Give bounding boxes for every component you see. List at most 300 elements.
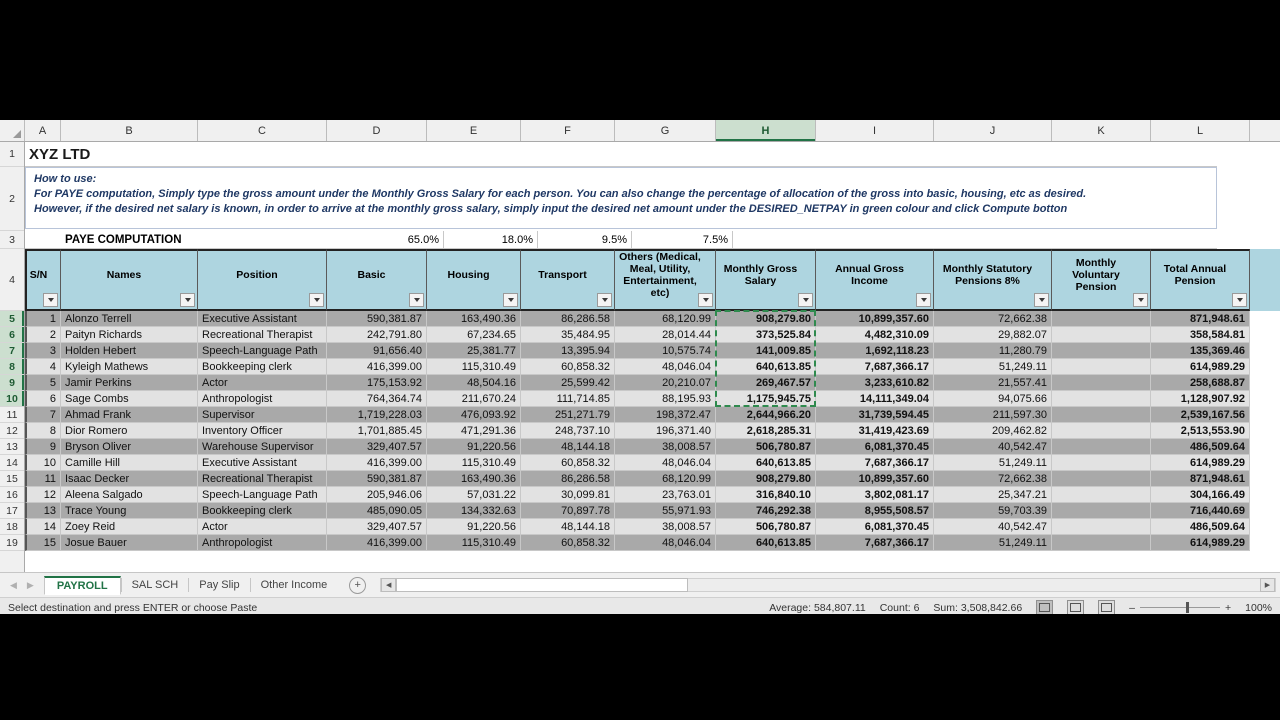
filter-dropdown-icon[interactable] bbox=[597, 293, 612, 307]
cell-others[interactable]: 68,120.99 bbox=[615, 311, 716, 327]
cell-position[interactable]: Executive Assistant bbox=[198, 455, 327, 471]
cell-sn[interactable]: 5 bbox=[25, 375, 61, 391]
cell-sn[interactable]: 2 bbox=[25, 327, 61, 343]
cell-annual_gross[interactable]: 7,687,366.17 bbox=[816, 359, 934, 375]
filter-dropdown-icon[interactable] bbox=[1034, 293, 1049, 307]
cell-annual_gross[interactable]: 1,692,118.23 bbox=[816, 343, 934, 359]
table-row[interactable] bbox=[25, 327, 1280, 343]
cell-position[interactable]: Actor bbox=[198, 375, 327, 391]
cell-stat_pension[interactable]: 29,882.07 bbox=[934, 327, 1052, 343]
cell-name[interactable]: Alonzo Terrell bbox=[61, 311, 198, 327]
cell-housing[interactable]: 25,381.77 bbox=[427, 343, 521, 359]
cell-stat_pension[interactable]: 40,542.47 bbox=[934, 439, 1052, 455]
cell-basic[interactable]: 1,719,228.03 bbox=[327, 407, 427, 423]
cell-basic[interactable]: 590,381.87 bbox=[327, 311, 427, 327]
cell-annual_gross[interactable]: 3,802,081.17 bbox=[816, 487, 934, 503]
filter-dropdown-icon[interactable] bbox=[916, 293, 931, 307]
cell-stat_pension[interactable]: 211,597.30 bbox=[934, 407, 1052, 423]
cell-name[interactable]: Dior Romero bbox=[61, 423, 198, 439]
cell-sn[interactable]: 13 bbox=[25, 503, 61, 519]
sheet-tab-payroll[interactable]: PAYROLL bbox=[44, 576, 121, 595]
column-header-a[interactable]: A bbox=[25, 120, 61, 141]
table-body bbox=[25, 311, 1280, 551]
table-row[interactable] bbox=[25, 407, 1280, 423]
select-all-corner[interactable] bbox=[0, 120, 25, 141]
cell-housing[interactable]: 115,310.49 bbox=[427, 455, 521, 471]
table-row[interactable] bbox=[25, 423, 1280, 439]
cell-position[interactable]: Recreational Therapist bbox=[198, 471, 327, 487]
cell-basic[interactable]: 242,791.80 bbox=[327, 327, 427, 343]
col-header-4 bbox=[427, 249, 521, 311]
cell-monthly_gross[interactable]: 908,279.80 bbox=[716, 311, 816, 327]
cell-vol_pension[interactable] bbox=[1052, 439, 1151, 455]
table-row[interactable] bbox=[25, 471, 1280, 487]
cell-vol_pension[interactable] bbox=[1052, 327, 1151, 343]
cell-position[interactable]: Actor bbox=[198, 519, 327, 535]
row-header-18[interactable]: 18 bbox=[0, 519, 24, 535]
cell-vol_pension[interactable] bbox=[1052, 471, 1151, 487]
cell-monthly_gross[interactable]: 908,279.80 bbox=[716, 471, 816, 487]
cell-others[interactable]: 88,195.93 bbox=[615, 391, 716, 407]
cell-stat_pension[interactable]: 51,249.11 bbox=[934, 359, 1052, 375]
row-header-17[interactable]: 17 bbox=[0, 503, 24, 519]
cell-total_annual_pension[interactable]: 871,948.61 bbox=[1151, 311, 1250, 327]
zoom-level: 100% bbox=[1245, 601, 1272, 614]
cell-housing[interactable]: 115,310.49 bbox=[427, 359, 521, 375]
filter-dropdown-icon[interactable] bbox=[309, 293, 324, 307]
page-break-view-button[interactable] bbox=[1098, 600, 1115, 614]
cell-sn[interactable]: 1 bbox=[25, 311, 61, 327]
column-header-i[interactable]: I bbox=[816, 120, 934, 141]
grid-area bbox=[0, 142, 1280, 572]
cell-basic[interactable]: 91,656.40 bbox=[327, 343, 427, 359]
col-header-5 bbox=[521, 249, 615, 311]
cell-total_annual_pension[interactable]: 486,509.64 bbox=[1151, 439, 1250, 455]
cell-transport[interactable]: 48,144.18 bbox=[521, 439, 615, 455]
cell-stat_pension[interactable]: 25,347.21 bbox=[934, 487, 1052, 503]
cell-monthly_gross[interactable]: 2,618,285.31 bbox=[716, 423, 816, 439]
cell-annual_gross[interactable]: 8,955,508.57 bbox=[816, 503, 934, 519]
cell-transport[interactable]: 248,737.10 bbox=[521, 423, 615, 439]
cell-basic[interactable]: 175,153.92 bbox=[327, 375, 427, 391]
cell-name[interactable]: Ahmad Frank bbox=[61, 407, 198, 423]
col-header-label: Monthly Voluntary Pension bbox=[1072, 257, 1120, 293]
col-header-3 bbox=[327, 249, 427, 311]
column-header-c[interactable]: C bbox=[198, 120, 327, 141]
row-header-14[interactable]: 14 bbox=[0, 455, 24, 471]
cell-others[interactable]: 198,372.47 bbox=[615, 407, 716, 423]
next-sheet-icon[interactable]: ▶ bbox=[26, 579, 34, 590]
cell-annual_gross[interactable]: 7,687,366.17 bbox=[816, 535, 934, 551]
cell-stat_pension[interactable]: 51,249.11 bbox=[934, 535, 1052, 551]
cell-vol_pension[interactable] bbox=[1052, 423, 1151, 439]
row-header-9[interactable]: 9 bbox=[0, 375, 24, 391]
scroll-left-icon[interactable]: ◀ bbox=[381, 578, 396, 592]
row-header-1[interactable]: 1 bbox=[0, 142, 24, 167]
cell-position[interactable]: Anthropologist bbox=[198, 535, 327, 551]
table-row[interactable] bbox=[25, 535, 1280, 551]
cell-others[interactable]: 48,046.04 bbox=[615, 455, 716, 471]
row-header-3[interactable]: 3 bbox=[0, 231, 24, 249]
column-header-l[interactable]: L bbox=[1151, 120, 1250, 141]
page-title: XYZ LTD bbox=[25, 142, 1217, 167]
cell-monthly_gross[interactable]: 1,175,945.75 bbox=[716, 391, 816, 407]
cell-housing[interactable]: 91,220.56 bbox=[427, 439, 521, 455]
col-header-2 bbox=[198, 249, 327, 311]
worksheet[interactable] bbox=[25, 142, 1280, 572]
cell-total_annual_pension[interactable]: 614,989.29 bbox=[1151, 455, 1250, 471]
table-row[interactable] bbox=[25, 391, 1280, 407]
col-header-label: Monthly Gross Salary bbox=[723, 263, 798, 287]
cell-position[interactable]: Inventory Officer bbox=[198, 423, 327, 439]
sheet-row-2 bbox=[25, 167, 1280, 231]
col-header-7 bbox=[716, 249, 816, 311]
cell-annual_gross[interactable]: 31,739,594.45 bbox=[816, 407, 934, 423]
zoom-knob[interactable] bbox=[1186, 602, 1189, 613]
sheet-nav-arrows[interactable] bbox=[6, 580, 34, 591]
cell-sn[interactable]: 4 bbox=[25, 359, 61, 375]
filter-dropdown-icon[interactable] bbox=[43, 293, 58, 307]
row-header-13[interactable]: 13 bbox=[0, 439, 24, 455]
cell-basic[interactable]: 416,399.00 bbox=[327, 359, 427, 375]
filter-dropdown-icon[interactable] bbox=[1232, 293, 1247, 307]
cell-name[interactable]: Sage Combs bbox=[61, 391, 198, 407]
col-header-11 bbox=[1151, 249, 1250, 311]
cell-transport[interactable]: 86,286.58 bbox=[521, 311, 615, 327]
cell-vol_pension[interactable] bbox=[1052, 311, 1151, 327]
cell-sn[interactable]: 9 bbox=[25, 439, 61, 455]
cell-vol_pension[interactable] bbox=[1052, 487, 1151, 503]
cell-sn[interactable]: 12 bbox=[25, 487, 61, 503]
cell-monthly_gross[interactable]: 316,840.10 bbox=[716, 487, 816, 503]
row-header-19[interactable]: 19 bbox=[0, 535, 24, 551]
cell-others[interactable]: 48,046.04 bbox=[615, 359, 716, 375]
cell-monthly_gross[interactable]: 746,292.38 bbox=[716, 503, 816, 519]
cell-vol_pension[interactable] bbox=[1052, 343, 1151, 359]
table-row[interactable] bbox=[25, 375, 1280, 391]
cell-vol_pension[interactable] bbox=[1052, 503, 1151, 519]
cell-stat_pension[interactable]: 72,662.38 bbox=[934, 471, 1052, 487]
cell-transport[interactable]: 60,858.32 bbox=[521, 359, 615, 375]
col-header-8 bbox=[816, 249, 934, 311]
cell-name[interactable]: Zoey Reid bbox=[61, 519, 198, 535]
cell-transport[interactable]: 86,286.58 bbox=[521, 471, 615, 487]
cell-housing[interactable]: 163,490.36 bbox=[427, 311, 521, 327]
cell-annual_gross[interactable]: 10,899,357.60 bbox=[816, 311, 934, 327]
col-header-label: Basic bbox=[357, 269, 386, 281]
cell-transport[interactable]: 60,858.32 bbox=[521, 455, 615, 471]
cell-vol_pension[interactable] bbox=[1052, 407, 1151, 423]
cell-sn[interactable]: 3 bbox=[25, 343, 61, 359]
cell-stat_pension[interactable]: 72,662.38 bbox=[934, 311, 1052, 327]
cell-vol_pension[interactable] bbox=[1052, 375, 1151, 391]
cell-total_annual_pension[interactable]: 2,539,167.56 bbox=[1151, 407, 1250, 423]
cell-housing[interactable]: 115,310.49 bbox=[427, 535, 521, 551]
cell-total_annual_pension[interactable]: 614,989.29 bbox=[1151, 359, 1250, 375]
cell-name[interactable]: Bryson Oliver bbox=[61, 439, 198, 455]
cell-housing[interactable]: 91,220.56 bbox=[427, 519, 521, 535]
col-header-label: Housing bbox=[447, 269, 490, 281]
cell-sn[interactable]: 6 bbox=[25, 391, 61, 407]
add-sheet-button[interactable]: + bbox=[349, 577, 366, 594]
row-header-10[interactable]: 10 bbox=[0, 391, 24, 407]
row-header-7[interactable]: 7 bbox=[0, 343, 24, 359]
sheet-tab-other-income[interactable]: Other Income bbox=[260, 579, 328, 591]
cell-monthly_gross[interactable]: 269,467.57 bbox=[716, 375, 816, 391]
filter-dropdown-icon[interactable] bbox=[180, 293, 195, 307]
prev-sheet-icon[interactable]: ◀ bbox=[10, 579, 17, 590]
zoom-track[interactable] bbox=[1140, 607, 1220, 608]
cell-housing[interactable]: 57,031.22 bbox=[427, 487, 521, 503]
cell-sn[interactable]: 11 bbox=[25, 471, 61, 487]
cell-annual_gross[interactable]: 4,482,310.09 bbox=[816, 327, 934, 343]
cell-housing[interactable]: 211,670.24 bbox=[427, 391, 521, 407]
cell-transport[interactable]: 60,858.32 bbox=[521, 535, 615, 551]
cell-annual_gross[interactable]: 3,233,610.82 bbox=[816, 375, 934, 391]
cell-monthly_gross[interactable]: 506,780.87 bbox=[716, 519, 816, 535]
table-row[interactable] bbox=[25, 519, 1280, 535]
pct-blank bbox=[733, 231, 1217, 249]
cell-basic[interactable]: 329,407.57 bbox=[327, 439, 427, 455]
table-row[interactable] bbox=[25, 503, 1280, 519]
cell-transport[interactable]: 251,271.79 bbox=[521, 407, 615, 423]
cell-basic[interactable]: 1,701,885.45 bbox=[327, 423, 427, 439]
cell-sn[interactable]: 10 bbox=[25, 455, 61, 471]
cell-total_annual_pension[interactable]: 258,688.87 bbox=[1151, 375, 1250, 391]
filter-dropdown-icon[interactable] bbox=[1133, 293, 1148, 307]
cell-stat_pension[interactable]: 40,542.47 bbox=[934, 519, 1052, 535]
cell-sn[interactable]: 15 bbox=[25, 535, 61, 551]
cell-position[interactable]: Executive Assistant bbox=[198, 311, 327, 327]
col-header-1 bbox=[61, 249, 198, 311]
table-row[interactable] bbox=[25, 311, 1280, 327]
cell-name[interactable]: Kyleigh Mathews bbox=[61, 359, 198, 375]
sheet-tab-sal-sch[interactable]: SAL SCH bbox=[131, 579, 179, 591]
cell-transport[interactable]: 70,897.78 bbox=[521, 503, 615, 519]
row-header-5[interactable]: 5 bbox=[0, 311, 24, 327]
row-header-8[interactable]: 8 bbox=[0, 359, 24, 375]
cell-others[interactable]: 48,046.04 bbox=[615, 535, 716, 551]
cell-basic[interactable]: 590,381.87 bbox=[327, 471, 427, 487]
cell-basic[interactable]: 764,364.74 bbox=[327, 391, 427, 407]
cell-transport[interactable]: 30,099.81 bbox=[521, 487, 615, 503]
col-header-label: Annual Gross Income bbox=[835, 263, 904, 287]
cell-transport[interactable]: 35,484.95 bbox=[521, 327, 615, 343]
cell-vol_pension[interactable] bbox=[1052, 535, 1151, 551]
zoom-in-button[interactable]: + bbox=[1225, 601, 1232, 614]
row-header-12[interactable]: 12 bbox=[0, 423, 24, 439]
cell-stat_pension[interactable]: 59,703.39 bbox=[934, 503, 1052, 519]
cell-monthly_gross[interactable]: 141,009.85 bbox=[716, 343, 816, 359]
row-header-15[interactable]: 15 bbox=[0, 471, 24, 487]
table-row[interactable] bbox=[25, 439, 1280, 455]
pct-basic: 65.0% bbox=[344, 231, 444, 249]
cell-annual_gross[interactable]: 31,419,423.69 bbox=[816, 423, 934, 439]
cell-vol_pension[interactable] bbox=[1052, 455, 1151, 471]
cell-name[interactable]: Holden Hebert bbox=[61, 343, 198, 359]
cell-sn[interactable]: 7 bbox=[25, 407, 61, 423]
cell-sn[interactable]: 8 bbox=[25, 423, 61, 439]
cell-transport[interactable]: 13,395.94 bbox=[521, 343, 615, 359]
column-header-bar[interactable] bbox=[0, 120, 1280, 142]
status-average: Average: 584,807.11 bbox=[769, 601, 866, 614]
cell-monthly_gross[interactable]: 2,644,966.20 bbox=[716, 407, 816, 423]
cell-total_annual_pension[interactable]: 304,166.49 bbox=[1151, 487, 1250, 503]
cell-position[interactable]: Speech-Language Path bbox=[198, 487, 327, 503]
cell-name[interactable]: Isaac Decker bbox=[61, 471, 198, 487]
table-row[interactable] bbox=[25, 359, 1280, 375]
cell-basic[interactable]: 485,090.05 bbox=[327, 503, 427, 519]
section-title: PAYE COMPUTATION bbox=[61, 231, 344, 249]
sheet-tab-pay-slip[interactable]: Pay Slip bbox=[199, 579, 240, 591]
filter-dropdown-icon[interactable] bbox=[798, 293, 813, 307]
pct-others: 7.5% bbox=[632, 231, 733, 249]
cell-housing[interactable]: 163,490.36 bbox=[427, 471, 521, 487]
cell-name[interactable]: Jamir Perkins bbox=[61, 375, 198, 391]
column-header-j[interactable]: J bbox=[934, 120, 1052, 141]
cell-basic[interactable]: 416,399.00 bbox=[327, 535, 427, 551]
cell-monthly_gross[interactable]: 506,780.87 bbox=[716, 439, 816, 455]
cell-position[interactable]: Warehouse Supervisor bbox=[198, 439, 327, 455]
row-header-6[interactable]: 6 bbox=[0, 327, 24, 343]
cell-housing[interactable]: 471,291.36 bbox=[427, 423, 521, 439]
cell-transport[interactable]: 111,714.85 bbox=[521, 391, 615, 407]
cell-vol_pension[interactable] bbox=[1052, 359, 1151, 375]
select-all-triangle-icon bbox=[13, 130, 21, 138]
column-header-f[interactable]: F bbox=[521, 120, 615, 141]
filter-dropdown-icon[interactable] bbox=[698, 293, 713, 307]
column-header-g[interactable]: G bbox=[615, 120, 716, 141]
table-row[interactable] bbox=[25, 455, 1280, 471]
status-sum: Sum: 3,508,842.66 bbox=[933, 601, 1023, 614]
cell-transport[interactable]: 25,599.42 bbox=[521, 375, 615, 391]
cell-position[interactable]: Speech-Language Path bbox=[198, 343, 327, 359]
cell-housing[interactable]: 67,234.65 bbox=[427, 327, 521, 343]
cell-others[interactable]: 38,008.57 bbox=[615, 439, 716, 455]
col-header-label: Others (Medical, Meal, Utility, Entertainment, etc) bbox=[619, 251, 701, 299]
cell-stat_pension[interactable]: 11,280.79 bbox=[934, 343, 1052, 359]
cell-others[interactable]: 55,971.93 bbox=[615, 503, 716, 519]
cell-stat_pension[interactable]: 51,249.11 bbox=[934, 455, 1052, 471]
cell-others[interactable]: 68,120.99 bbox=[615, 471, 716, 487]
cell-name[interactable]: Camille Hill bbox=[61, 455, 198, 471]
cell-total_annual_pension[interactable]: 1,128,907.92 bbox=[1151, 391, 1250, 407]
sheet-tab-bar[interactable] bbox=[0, 572, 1280, 597]
cell-vol_pension[interactable] bbox=[1052, 391, 1151, 407]
cell-total_annual_pension[interactable]: 486,509.64 bbox=[1151, 519, 1250, 535]
cell-position[interactable]: Bookkeeping clerk bbox=[198, 503, 327, 519]
page-layout-view-button[interactable] bbox=[1067, 600, 1084, 614]
paye-label-a bbox=[25, 231, 61, 249]
column-header-h[interactable]: H bbox=[716, 120, 816, 141]
cell-total_annual_pension[interactable]: 716,440.69 bbox=[1151, 503, 1250, 519]
cell-position[interactable]: Anthropologist bbox=[198, 391, 327, 407]
cell-monthly_gross[interactable]: 640,613.85 bbox=[716, 455, 816, 471]
cell-monthly_gross[interactable]: 373,525.84 bbox=[716, 327, 816, 343]
cell-total_annual_pension[interactable]: 871,948.61 bbox=[1151, 471, 1250, 487]
cell-stat_pension[interactable]: 209,462.82 bbox=[934, 423, 1052, 439]
table-header-row bbox=[25, 249, 1280, 311]
zoom-out-button[interactable]: – bbox=[1129, 601, 1135, 614]
cell-name[interactable]: Josue Bauer bbox=[61, 535, 198, 551]
horizontal-scrollbar[interactable] bbox=[380, 578, 1276, 592]
cell-annual_gross[interactable]: 6,081,370.45 bbox=[816, 439, 934, 455]
cell-housing[interactable]: 476,093.92 bbox=[427, 407, 521, 423]
cell-total_annual_pension[interactable]: 2,513,553.90 bbox=[1151, 423, 1250, 439]
cell-others[interactable]: 196,371.40 bbox=[615, 423, 716, 439]
cell-name[interactable]: Aleena Salgado bbox=[61, 487, 198, 503]
filter-dropdown-icon[interactable] bbox=[409, 293, 424, 307]
row-header-bar[interactable] bbox=[0, 142, 25, 572]
cell-others[interactable]: 28,014.44 bbox=[615, 327, 716, 343]
cell-name[interactable]: Paityn Richards bbox=[61, 327, 198, 343]
row-header-2[interactable]: 2 bbox=[0, 167, 24, 231]
cell-basic[interactable]: 416,399.00 bbox=[327, 455, 427, 471]
cell-housing[interactable]: 48,504.16 bbox=[427, 375, 521, 391]
scrollbar-thumb[interactable] bbox=[396, 578, 688, 592]
cell-name[interactable]: Trace Young bbox=[61, 503, 198, 519]
status-count: Count: 6 bbox=[879, 601, 920, 614]
how-to-line-2: However, if the desired net salary is known, in order to arrive at the monthly gross salary, simply input the desired net amount under the DESIRED_NETPAY in green colour and click Compute botton bbox=[34, 203, 1068, 215]
col-header-6 bbox=[615, 249, 716, 311]
table-row[interactable] bbox=[25, 343, 1280, 359]
scroll-right-icon[interactable]: ▶ bbox=[1260, 578, 1275, 592]
cell-others[interactable]: 38,008.57 bbox=[615, 519, 716, 535]
cell-monthly_gross[interactable]: 640,613.85 bbox=[716, 535, 816, 551]
zoom-slider[interactable] bbox=[1129, 602, 1231, 614]
cell-others[interactable]: 10,575.74 bbox=[615, 343, 716, 359]
pct-transport: 9.5% bbox=[538, 231, 632, 249]
cell-others[interactable]: 20,210.07 bbox=[615, 375, 716, 391]
cell-monthly_gross[interactable]: 640,613.85 bbox=[716, 359, 816, 375]
cell-stat_pension[interactable]: 21,557.41 bbox=[934, 375, 1052, 391]
cell-position[interactable]: Recreational Therapist bbox=[198, 327, 327, 343]
cell-sn[interactable]: 14 bbox=[25, 519, 61, 535]
row-header-11[interactable]: 11 bbox=[0, 407, 24, 423]
cell-total_annual_pension[interactable]: 358,584.81 bbox=[1151, 327, 1250, 343]
col-header-9 bbox=[934, 249, 1052, 311]
cell-position[interactable]: Supervisor bbox=[198, 407, 327, 423]
cell-housing[interactable]: 134,332.63 bbox=[427, 503, 521, 519]
col-header-label: Total Annual Pension bbox=[1163, 263, 1227, 287]
column-header-d[interactable]: D bbox=[327, 120, 427, 141]
row-header-16[interactable]: 16 bbox=[0, 487, 24, 503]
row-header-4[interactable]: 4 bbox=[0, 249, 24, 311]
column-header-b[interactable]: B bbox=[61, 120, 198, 141]
filter-dropdown-icon[interactable] bbox=[503, 293, 518, 307]
column-header-e[interactable]: E bbox=[427, 120, 521, 141]
cell-annual_gross[interactable]: 6,081,370.45 bbox=[816, 519, 934, 535]
cell-annual_gross[interactable]: 14,111,349.04 bbox=[816, 391, 934, 407]
cell-total_annual_pension[interactable]: 614,989.29 bbox=[1151, 535, 1250, 551]
cell-annual_gross[interactable]: 10,899,357.60 bbox=[816, 471, 934, 487]
cell-position[interactable]: Bookkeeping clerk bbox=[198, 359, 327, 375]
excel-window bbox=[0, 120, 1280, 614]
cell-total_annual_pension[interactable]: 135,369.46 bbox=[1151, 343, 1250, 359]
normal-view-button[interactable] bbox=[1036, 600, 1053, 614]
cell-vol_pension[interactable] bbox=[1052, 519, 1151, 535]
cell-stat_pension[interactable]: 94,075.66 bbox=[934, 391, 1052, 407]
table-row[interactable] bbox=[25, 487, 1280, 503]
cell-annual_gross[interactable]: 7,687,366.17 bbox=[816, 455, 934, 471]
cell-basic[interactable]: 329,407.57 bbox=[327, 519, 427, 535]
column-header-k[interactable]: K bbox=[1052, 120, 1151, 141]
sheet-row-1 bbox=[25, 142, 1280, 167]
cell-transport[interactable]: 48,144.18 bbox=[521, 519, 615, 535]
sheet-row-3 bbox=[25, 231, 1280, 249]
cell-basic[interactable]: 205,946.06 bbox=[327, 487, 427, 503]
cell-others[interactable]: 23,763.01 bbox=[615, 487, 716, 503]
